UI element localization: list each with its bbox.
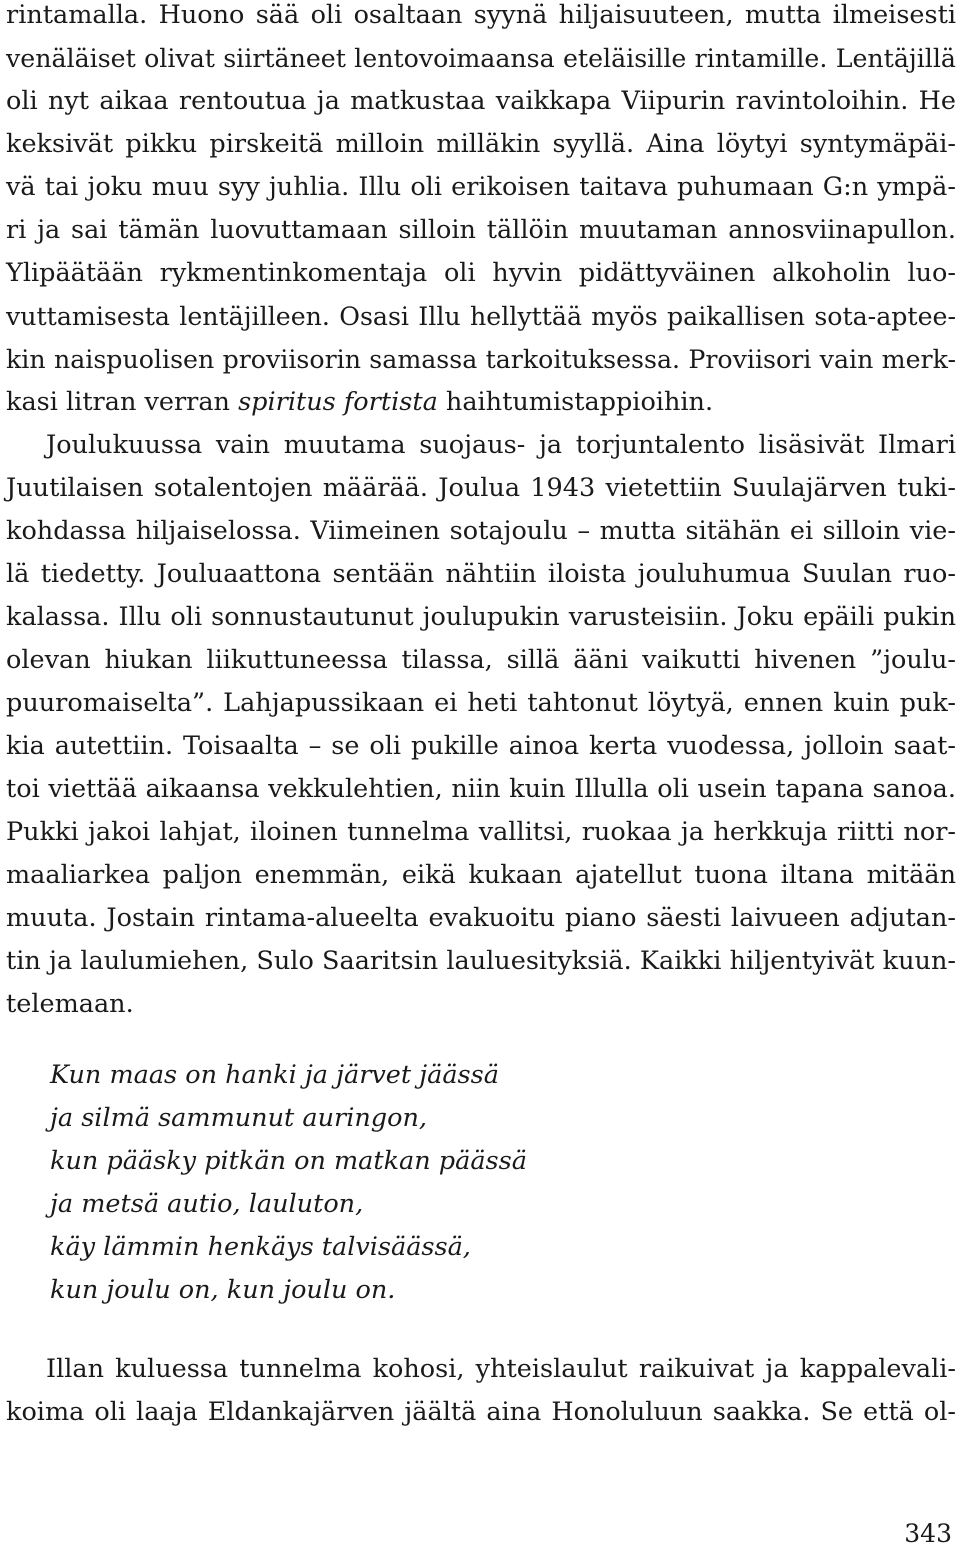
text-line: rintamalla. Huono sää oli osaltaan syynä hiljaisuuteen, mutta ilmeisesti	[6, 0, 956, 30]
text-line: Juutilaisen sotalentojen määrää. Joulua 1943 vietettiin Suulajärven tuki-	[6, 473, 956, 503]
text-line: Illan kuluessa tunnelma kohosi, yhteislaulut raikuivat ja kappalevali-	[46, 1354, 956, 1384]
text-line: Ylipäätään rykmentinkomentaja oli hyvin pidättyväinen alkoholin luo-	[6, 258, 956, 288]
text-line: toi viettää aikaansa vekkulehtien, niin kuin Illulla oli usein tapana sanoa.	[6, 774, 956, 804]
text-line: maaliarkea paljon enemmän, eikä kukaan ajatellut tuona iltana mitään	[6, 860, 956, 890]
italic-term: spiritus fortista	[238, 387, 438, 417]
text-line: kohdassa hiljaiselossa. Viimeinen sotajoulu – mutta sitähän ei silloin vie-	[6, 516, 956, 546]
text-line: ri ja sai tämän luovuttamaan silloin tällöin muutaman annosviinapullon.	[6, 215, 956, 245]
text-line: kin naispuolisen proviisorin samassa tarkoituksessa. Proviisori vain merk-	[6, 345, 956, 374]
text-line-with-italic	[6, 387, 714, 417]
poem-line: Kun maas on hanki ja järvet jäässä	[50, 1060, 499, 1090]
text-line: koima oli laaja Eldankajärven jäältä aina Honoluluun saakka. Se että ol-	[6, 1397, 956, 1427]
text-line: vä tai joku muu syy juhlia. Illu oli erikoisen taitava puhumaan G:n ympä-	[6, 172, 956, 202]
poem-line: ja metsä autio, lauluton,	[50, 1189, 364, 1219]
poem-line: kun pääsky pitkän on matkan päässä	[50, 1146, 527, 1176]
text-line: Pukki jakoi lahjat, iloinen tunnelma vallitsi, ruokaa ja herkkuja riitti nor-	[6, 817, 956, 847]
text-line: kia autettiin. Toisaalta – se oli pukille ainoa kerta vuodessa, jolloin saat-	[6, 731, 956, 761]
text-line: venäläiset olivat siirtäneet lentovoimaansa eteläisille rintamille. Lentäjillä	[6, 44, 956, 73]
text-line: olevan hiukan liikuttuneessa tilassa, sillä ääni vaikutti hivenen ”joulu-	[6, 645, 956, 675]
text-line: vuttamisesta lentäjilleen. Osasi Illu hellyttää myös paikallisen sota-aptee-	[6, 302, 956, 331]
text-line: telemaan.	[6, 989, 134, 1019]
text-segment: haihtumistappioihin.	[437, 387, 714, 417]
text-line: tin ja laulumiehen, Sulo Saaritsin lauluesityksiä. Kaikki hiljentyivät kuun-	[6, 946, 956, 976]
poem-line: kun joulu on, kun joulu on.	[50, 1275, 396, 1305]
poem-line: käy lämmin henkäys talvisäässä,	[50, 1232, 471, 1262]
book-page	[6, 0, 956, 1550]
poem-line: ja silmä sammunut auringon,	[50, 1103, 427, 1133]
text-line: puuromaiselta”. Lahjapussikaan ei heti tahtonut löytyä, ennen kuin puk-	[6, 688, 956, 718]
text-segment: kasi litran verran	[6, 387, 239, 417]
text-line: muuta. Jostain rintama-alueelta evakuoitu piano säesti laivueen adjutan-	[6, 903, 956, 933]
text-line: lä tiedetty. Jouluaattona sentään nähtiin iloista jouluhumua Suulan ruo-	[6, 559, 956, 589]
text-line: oli nyt aikaa rentoutua ja matkustaa vaikkapa Viipurin ravintoloihin. He	[6, 86, 956, 116]
page-number: 343	[904, 1519, 952, 1548]
text-line: kalassa. Illu oli sonnustautunut joulupukin varusteisiin. Joku epäili pukin	[6, 602, 956, 632]
text-line: Joulukuussa vain muutama suojaus- ja torjuntalento lisäsivät Ilmari	[46, 430, 956, 460]
text-line: keksivät pikku pirskeitä milloin milläkin syyllä. Aina löytyi syntymäpäi-	[6, 129, 956, 159]
